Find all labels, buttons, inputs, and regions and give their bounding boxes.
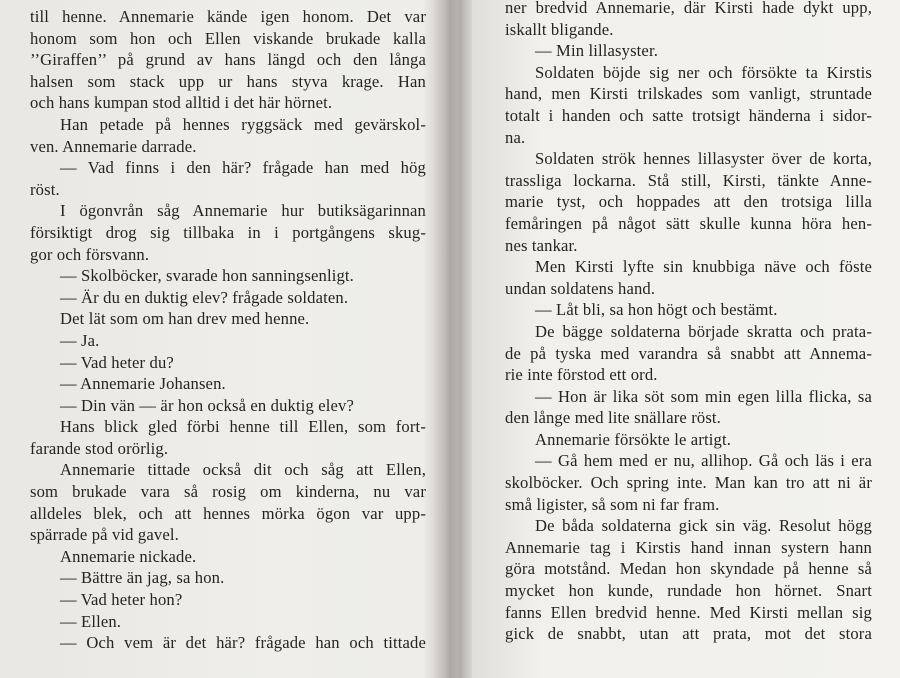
text-line: — Låt bli, sa hon högt och bestämt. <box>535 300 778 320</box>
text-line: marie tyst, och hoppades att den trotsiga lilla <box>505 192 872 212</box>
text-line: — Hon är lika söt som min egen lilla flicka, sa <box>535 386 872 406</box>
right-page <box>505 0 872 675</box>
text-line: de på tyska med varandra så snabbt att Annema- <box>505 343 872 363</box>
text-line: femåringen på något sätt skulle kunna höra hen- <box>505 213 872 233</box>
text-line: — Vad heter du? <box>60 352 174 372</box>
left-page <box>30 6 426 678</box>
text-line: rie inte förstod ett ord. <box>505 365 658 385</box>
text-line: — Min lillasyster. <box>535 41 659 61</box>
text-line: iskallt bligande. <box>505 19 614 39</box>
text-line: mycket hon kunde, rundade hon hörnet. Snart <box>505 581 872 601</box>
text-line: som brukade vara så rosig om kinderna, nu var <box>30 482 426 502</box>
text-line: — Vad finns i den här? frågade han med hög <box>60 158 426 178</box>
text-line: — Din vän — är hon också en duktig elev? <box>60 395 355 415</box>
text-line: skolböcker. Och spring inte. Man kan tro att ni är <box>505 473 872 493</box>
text-line: till henne. Annemarie kände igen honom. Det var <box>30 7 426 26</box>
text-line: De båda soldaterna gick sin väg. Resolut högg <box>535 516 872 536</box>
text-line: hand, men Kirsti trilskades som vanligt, struntade <box>505 84 872 104</box>
text-line: halsen som stack upp ur hans styva krage. Han <box>30 71 426 91</box>
text-line: — Vad heter hon? <box>60 590 183 610</box>
text-line: den långe med lite snällare röst. <box>505 408 721 428</box>
text-line: — Annemarie Johansen. <box>60 374 226 394</box>
text-line: nes tankar. <box>505 235 578 255</box>
text-line: undan soldatens hand. <box>505 278 656 298</box>
text-line: ner bredvid Annemarie, där Kirsti hade dykt upp, <box>505 0 872 17</box>
text-line: gick de snabbt, utan att prata, mot det stora <box>505 624 872 644</box>
text-line: göra motstånd. Medan hon skyndade på henne så <box>505 559 872 579</box>
text-line: — Ja. <box>60 330 100 350</box>
text-line: Annemarie tag i Kirstis hand innan systern hann <box>505 537 872 557</box>
text-line: ’’Giraffen’’ på grund av hans längd och den långa <box>30 50 426 70</box>
text-line: små ligister, så som ni far fram. <box>505 494 720 514</box>
text-line: Annemarie tittade också dit och såg att Ellen, <box>60 460 426 480</box>
text-line: röst. <box>30 179 60 199</box>
text-line: Annemarie nickade. <box>60 546 197 566</box>
text-line: farande stod orörlig. <box>30 438 169 458</box>
text-line: Annemarie försökte le artigt. <box>535 429 732 449</box>
text-line: De bägge soldaterna började skratta och prata- <box>535 321 872 341</box>
text-line: ven. Annemarie darrade. <box>30 136 197 156</box>
text-line: Soldaten böjde sig ner och försökte ta Kirstis <box>535 62 872 82</box>
text-line: Men Kirsti lyfte sin knubbiga näve och föste <box>535 257 872 277</box>
text-line: na. <box>505 127 526 147</box>
text-line: gor och försvann. <box>30 244 150 264</box>
text-line: Hans blick gled förbi henne till Ellen, som fort- <box>60 417 426 437</box>
text-line: spärrade på vid gavel. <box>30 525 179 545</box>
text-line: Soldaten strök hennes lillasyster över de korta, <box>535 149 872 169</box>
text-line: totalt i handen och satte trotsigt händerna i sidor- <box>505 105 872 125</box>
text-line: Det lät som om han drev med henne. <box>60 309 310 329</box>
text-line: — Skolböcker, svarade hon sanningsenligt. <box>60 266 354 286</box>
text-line: — Ellen. <box>60 611 122 631</box>
text-line: trassliga lockarna. Stå still, Kirsti, tänkte Anne- <box>505 170 872 190</box>
text-line: och hans kumpan stod alltid i det här hörnet. <box>30 93 333 113</box>
text-line: fanns Ellen bredvid henne. Med Kirsti mellan sig <box>505 602 872 622</box>
text-line: honom som hon och Ellen viskande brukade kalla <box>30 28 426 48</box>
text-line: — Och vem är det här? frågade han och tittade <box>60 633 426 653</box>
text-line: alldeles blek, och att hennes mörka ögon var upp- <box>30 503 426 523</box>
book-gutter <box>432 0 472 678</box>
text-line: — Är du en duktig elev? frågade soldaten. <box>60 287 349 307</box>
text-line: — Gå hem med er nu, allihop. Gå och läs i era <box>535 451 872 471</box>
text-line: försiktigt drog sig tillbaka in i portgångens skug- <box>30 222 426 242</box>
text-line: Han petade på hennes ryggsäck med gevärskol- <box>60 114 426 134</box>
text-line: — Bättre än jag, sa hon. <box>60 568 225 588</box>
text-line: I ögonvrån såg Annemarie hur butiksägarinnan <box>60 201 426 221</box>
